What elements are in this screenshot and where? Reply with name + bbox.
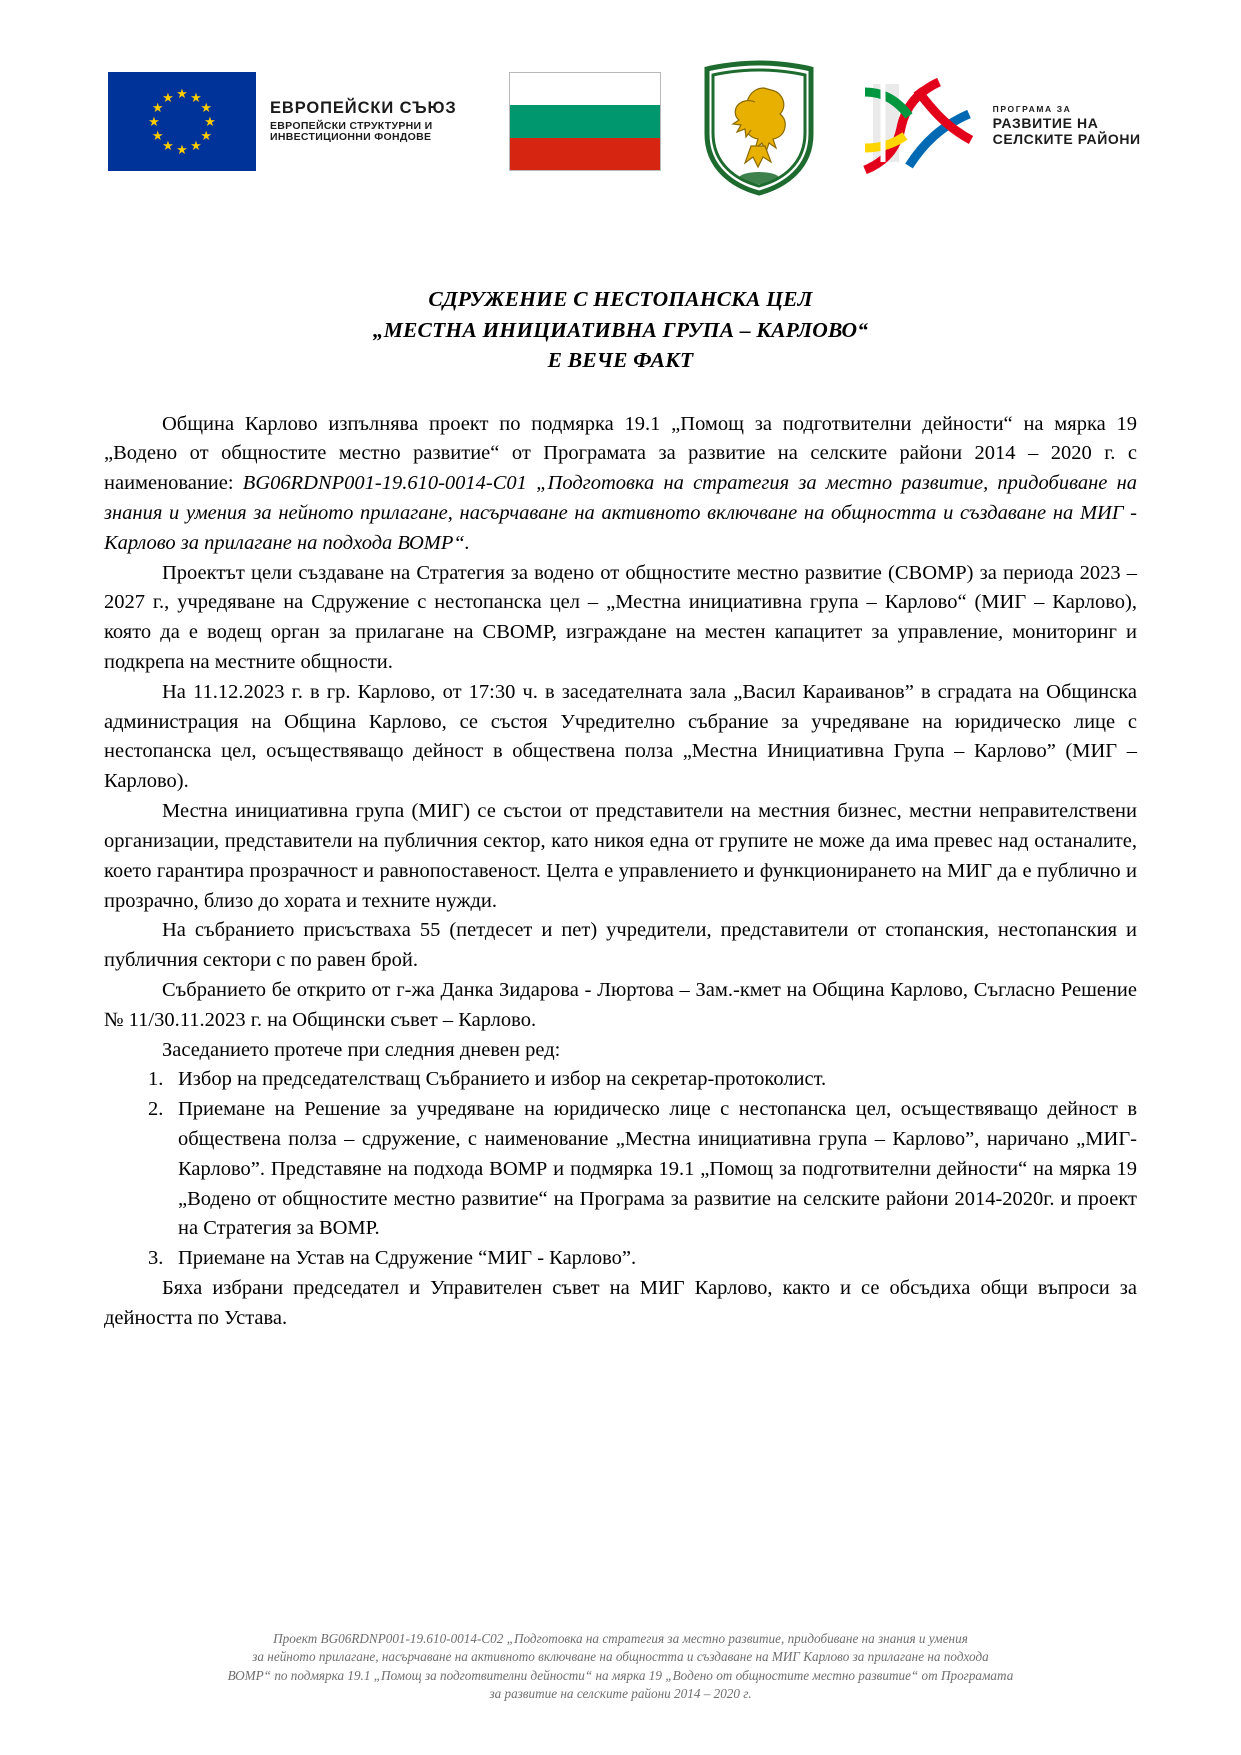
prsr-logo-text [993, 105, 1141, 148]
eu-star-icon: ★ [200, 128, 213, 143]
eu-star-icon: ★ [162, 89, 174, 105]
footer-line-4: за развитие на селските райони 2014 – 2020 г. [489, 1685, 752, 1701]
eu-star-icon: ★ [148, 114, 160, 129]
eu-line-3: ИНВЕСТИЦИОННИ ФОНДОВЕ [270, 130, 432, 143]
eu-star-icon: ★ [204, 114, 216, 129]
paragraph-7: Заседанието протече при следния дневен ред: [162, 1038, 561, 1061]
footer-line-3 [104, 1667, 1137, 1685]
eu-star-icon: ★ [176, 142, 188, 157]
eu-line-2: ЕВРОПЕЙСКИ СТРУКТУРНИ И [270, 119, 433, 132]
footer-line-1-b: BG06RDNP001-19.610-0014-C02 „Подготовка на стратегия за местно развитие, придобиване на знания и умения [320, 1631, 968, 1647]
document-body [104, 410, 1137, 1334]
paragraph-1-text-a: Община Карлово изпълнява проект по подмярка 19.1 „Помощ за подготвителни дейности“ на мярка 19 „Водено от общностите местно развитие“ от Програмата за развитие на селските райони 2014 – 2020 г. с наименование: [104, 412, 1137, 495]
eu-flag-icon [108, 72, 256, 171]
title-line-2: „МЕСТНА ИНИЦИАТИВНА ГРУПА – КАРЛОВО“ [372, 317, 869, 342]
title-line-3: Е ВЕЧЕ ФАКТ [547, 348, 694, 373]
eu-star-icon: ★ [190, 138, 202, 154]
paragraph-4: Местна инициативна група (МИГ) се състои от представители на местния бизнес, местни неправителствени организации, представители на публичния сектор, като никоя една от групите не може да има превес над останалите, което гарантира прозрачност и равнопоставеност. Целта е управлението и функционирането на МИГ да е публично и прозрачно, близо до хората и техните нужди. [104, 800, 1137, 912]
footer-line-1 [104, 1630, 1137, 1648]
prsr-line-2: РАЗВИТИЕ НА [992, 115, 1099, 132]
eu-emblem-block [108, 72, 457, 171]
footer-line-3-a: ВОМР“ [227, 1667, 272, 1683]
title-line-1: СДРУЖЕНИЕ С НЕСТОПАНСКА ЦЕЛ [428, 287, 813, 311]
bulgarian-coat-of-arms-icon [701, 60, 817, 196]
prsr-line-1: ПРОГРАМА ЗА [992, 103, 1072, 114]
agenda-item-2: Приемане на Решение за учредяване на юридическо лице с нестопанска цел, осъществяващо дейност в обществена полза – сдружение, с наименование „Местна инициативна група – Карлово”, наричано „МИГ-Карлово”. Представяне на подхода ВОМР и подмярка 19.1 „Помощ за подготвителни дейности“ на мярка 19 „Водено от общностите местно развитие“ на Програма за развитие на селските райони 2014-2020г. и проект на Стратегия за ВОМР. [178, 1098, 1137, 1240]
document-title [104, 284, 1137, 376]
eu-star-icon: ★ [176, 86, 188, 101]
paragraph-8: Бяха избрани председател и Управителен съвет на МИГ Карлово, както и се обсъдиха общи въпроси за дейността по Устава. [104, 1277, 1137, 1329]
header-logo-bar [104, 34, 1141, 222]
footer-line-2: за нейното прилагане, насърчаване на активното включване на общността и създаване на МИГ Карлово за прилагане на подхода [252, 1649, 989, 1665]
paragraph-5: На събранието присъстваха 55 (петдесет и пет) учредители, представители от стопанския, нестопанския и публичния сектори с по равен брой. [104, 919, 1137, 972]
eu-line-1: ЕВРОПЕЙСКИ СЪЮЗ [270, 98, 457, 117]
agenda-item-3: Приемане на Устав на Сдружение “МИГ - Карлово”. [178, 1247, 637, 1270]
agenda-list [104, 1065, 1137, 1274]
paragraph-3: На 11.12.2023 г. в гр. Карлово, от 17:30 ч. в заседателната зала „Васил Караиванов” в сградата на Общинска администрация на Община Карлово, се състоя Учредително събрание за учредяване на юридическо лице с нестопанска цел, осъществяващо дейност в обществена полза „Местна Инициативна Група – Карлово” (МИГ –Карлово). [104, 680, 1137, 793]
eu-star-icon: ★ [151, 100, 164, 115]
page-footer [104, 1630, 1137, 1703]
paragraph-6: Събранието бе открито от г-жа Данка Зидарова - Люртова – Зам.-кмет на Община Карлово, Съгласно Решение № 11/30.11.2023 г. на Общински съвет – Карлово. [104, 978, 1137, 1031]
flag-stripe-white [510, 73, 660, 105]
bulgarian-flag-icon [509, 72, 661, 171]
prsr-line-3: СЕЛСКИТЕ РАЙОНИ [992, 130, 1141, 147]
paragraph-2: Проектът цели създаване на Стратегия за водено от общностите местно развитие (СВОМР) за периода 2023 – 2027 г., учредяване на Сдружение с нестопанска цел – „Местна инициативна група – Карлово“ (МИГ – Карлово), която да е водещ орган за прилагане на СВОМР, изграждане на местен капацитет за управление, мониторинг и подкрепа на местните общности. [104, 561, 1137, 674]
eu-star-icon: ★ [151, 128, 164, 143]
footer-line-1-a: Проект [273, 1631, 321, 1647]
paragraph-1-project-title: BG06RDNP001-19.610-0014-C01 „Подготовка на стратегия за местно развитие, придобиване на знания и умения за нейното прилагане, насърчаване на активното включване на общността и създаване на МИГ - Карлово за прилагане на подхода ВОМР“. [104, 472, 1137, 554]
prsr-logo-block [857, 74, 1141, 178]
rural-development-programme-logo-icon [857, 74, 981, 178]
agenda-item-1: Избор на председателстващ Събранието и избор на секретар-протоколист. [178, 1068, 827, 1091]
eu-star-icon: ★ [200, 100, 213, 115]
eu-star-icon: ★ [162, 138, 174, 154]
flag-stripe-red [510, 138, 660, 170]
footer-line-3-b: по подмярка 19.1 „Помощ за подготвителни дейности“ на мярка 19 „Водено от общностите местно развитие“ от Програмата [271, 1667, 1014, 1683]
eu-star-icon: ★ [190, 89, 202, 105]
paragraph-1 [104, 410, 1137, 559]
flag-stripe-green [510, 105, 660, 137]
eu-emblem-text [270, 100, 457, 143]
